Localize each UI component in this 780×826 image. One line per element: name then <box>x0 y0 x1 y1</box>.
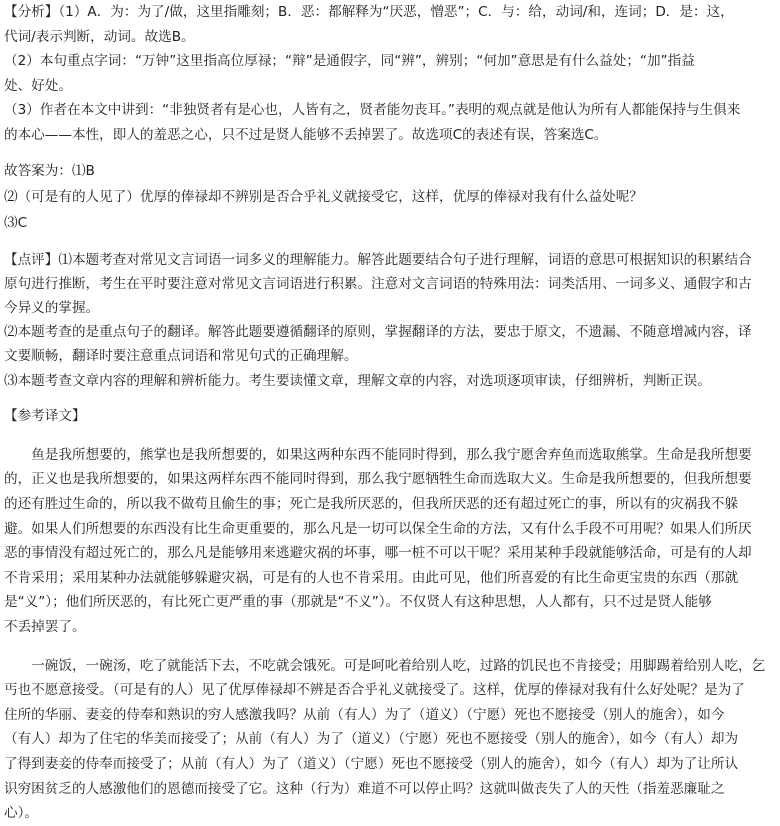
reference-translation-title: 【参考译文】 <box>4 407 86 424</box>
translation-line: 一碗饭，一碗汤，吃了就能活下去，不吃就会饿死。可是呵叱着给别人吃，过路的饥民也不肯接受；用脚踢着给别人吃，乞 <box>4 657 766 674</box>
analysis-line: （3）作者在本文中讲到：“非独贤者有是心也，人皆有之，贤者能勿丧耳。”表明的观点就是他认为所有人都能保持与生俱来 <box>4 102 741 119</box>
translation-line: 的，正义也是我所想要的，如果这两样东西不能同时得到，那么我宁愿牺牲生命而选取大义。生命是我所想要的，但我所想要 <box>4 471 752 488</box>
translation-line: 避。如果人们所想要的东西没有比生命更重要的，那么凡是一切可以保全生命的方法，又有什么手段不可用呢？如果人们所厌 <box>4 520 752 537</box>
analysis-line: 【分析】（1）A．为：为了/做，这里指雕刻；B．恶：都解释为“厌恶，憎恶”；C．与：给，动词/和，连词；D．是：这， <box>4 4 734 20</box>
translation-line: 心）。 <box>4 805 38 822</box>
translation-line: 住所的华丽、妻妾的侍奉和熟识的穷人感激我吗？从前（有人）为了（道义）（宁愿）死也不愿接受（别人的施舍），如今 <box>4 706 725 723</box>
analysis-line: 的本心——本性，即人的羞恶之心，只不过是贤人能够不丢掉罢了。故选项C的表述有误，答案选C。 <box>4 126 608 143</box>
translation-line: 鱼是我所想要的，熊掌也是我所想要的，如果这两种东西不能同时得到，那么我宁愿舍弃鱼而选取熊掌。生命是我所想要 <box>4 446 752 463</box>
comment-line: ⑶本题考查文章内容的理解和辨析能力。考生要读懂文章，理解文章的内容，对选项逐项审读，仔细辨析，判断正误。 <box>4 372 711 389</box>
analysis-line: 代词/表示判断，动词。故选B。 <box>4 28 195 45</box>
translation-line: 了得到妻妾的侍奉而接受了；从前（有人）为了（道义）（宁愿）死也不愿接受（别人的施舍），如今（有人）却为了让所认 <box>4 755 739 772</box>
comment-line: 文要顺畅，翻译时要注意重点词语和常见句式的正确理解。 <box>4 348 358 365</box>
answer-section <box>4 158 776 236</box>
analysis-section <box>4 0 776 148</box>
translation-line: 不肯采用；采用某种办法就能够躲避灾祸，可是有的人也不肯采用。由此可见，他们所喜爱的有比生命更宝贵的东西（那就 <box>4 569 739 586</box>
translation-line: 是“义”）；他们所厌恶的，有比死亡更严重的事（那就是“不义”）。不仅贤人有这种思想，人人都有，只不过是贤人能够 <box>4 594 712 611</box>
translation-line: 识穷困贫乏的人感激他们的恩德而接受了它。这种（行为）难道不可以停止吗？这就叫做丧失了人的天性（指羞恶廉耻之 <box>4 780 725 797</box>
comment-section <box>4 248 776 393</box>
translation-line: 的还有胜过生命的，所以我不做苟且偷生的事；死亡是我所厌恶的，但我所厌恶的还有超过死亡的事，所以有的灾祸我不躲 <box>4 495 739 512</box>
comment-line: ⑵本题考查的是重点句子的翻译。解答此题要遵循翻译的原则，掌握翻译的方法，要忠于原文，不遗漏、不随意增减内容，译 <box>4 324 752 341</box>
comment-line: 【点评】⑴本题考查对常见文言词语一词多义的理解能力。解答此题要结合句子进行理解，词语的意思可根据知识的积累结合 <box>4 251 752 268</box>
answer-line: ⑶C <box>4 214 28 231</box>
translation-paragraph-2 <box>4 654 776 826</box>
answer-line: 故答案为：⑴B <box>4 162 95 179</box>
translation-line: 恶的事情没有超过死亡的，那么凡是能够用来逃避灾祸的坏事，哪一桩不可以干呢？采用某种手段就能够活命，可是有的人却 <box>4 545 752 562</box>
comment-line: 原句进行推断，考生在平时要注意对常见文言词语进行积累。注意对文言词语的特殊用法：词类活用、一词多义、通假字和古 <box>4 275 752 292</box>
translation-line: （有人）却为了住宅的华美而接受了；从前（有人）为了（道义）（宁愿）死也不愿接受（别人的施舍），如今（有人）却为 <box>4 731 739 748</box>
comment-line: 今异义的掌握。 <box>4 299 100 316</box>
answer-line: ⑵（可是有的人见了）优厚的俸禄却不辨别是否合乎礼义就接受它，这样，优厚的俸禄对我有什么益处呢？ <box>4 188 643 205</box>
analysis-line: 处、好处。 <box>4 77 72 94</box>
translation-line: 丐也不愿意接受。（可是有的人）见了优厚俸禄却不辨是否合乎礼义就接受了。这样，优厚的俸禄对我有什么好处呢？是为了 <box>4 682 745 699</box>
analysis-line: （2）本句重点字词：“万钟”这里指高位厚禄；“辩”是通假字，同“辨”，辨别；“何加”意思是有什么益处；“加”指益 <box>4 53 695 70</box>
translation-line: 不丢掉罢了。 <box>4 618 86 635</box>
translation-paragraph-1 <box>4 443 776 640</box>
